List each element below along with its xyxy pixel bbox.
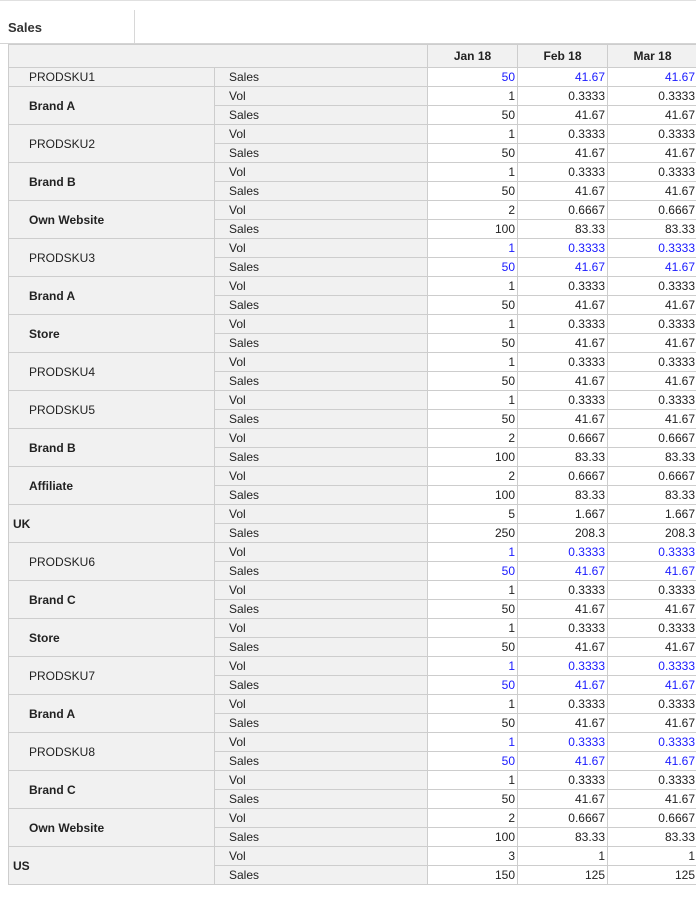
value-cell: 83.33 (518, 486, 608, 505)
row-header[interactable]: Store (9, 619, 215, 657)
row-header[interactable]: PRODSKU2 (9, 125, 215, 163)
value-cell[interactable]: 0.3333 (608, 239, 696, 258)
value-cell: 1 (428, 87, 518, 106)
value-cell: 50 (428, 144, 518, 163)
measure-label: Vol (215, 315, 428, 334)
value-cell: 1 (428, 125, 518, 144)
measure-label: Sales (215, 372, 428, 391)
row-header[interactable]: Brand B (9, 163, 215, 201)
measure-label: Sales (215, 638, 428, 657)
measure-label: Vol (215, 467, 428, 486)
row-header[interactable]: US (9, 847, 215, 885)
measure-label: Vol (215, 125, 428, 144)
value-cell: 50 (428, 296, 518, 315)
row-header[interactable]: Store (9, 315, 215, 353)
value-cell: 41.67 (518, 144, 608, 163)
value-cell[interactable]: 41.67 (518, 258, 608, 277)
measure-label: Sales (215, 448, 428, 467)
measure-label: Vol (215, 809, 428, 828)
value-cell: 50 (428, 334, 518, 353)
value-cell: 1 (428, 771, 518, 790)
value-cell: 41.67 (608, 334, 696, 353)
value-cell[interactable]: 41.67 (608, 562, 696, 581)
table-row (9, 277, 696, 296)
row-header[interactable]: PRODSKU3 (9, 239, 215, 277)
value-cell: 1 (608, 847, 696, 866)
value-cell: 1 (428, 619, 518, 638)
value-cell: 50 (428, 106, 518, 125)
value-cell[interactable]: 50 (428, 676, 518, 695)
table-row (9, 581, 696, 600)
value-cell[interactable]: 1 (428, 239, 518, 258)
tab-sales-label: Sales (8, 20, 42, 35)
value-cell: 2 (428, 201, 518, 220)
measure-label: Sales (215, 68, 428, 87)
value-cell: 41.67 (518, 714, 608, 733)
value-cell[interactable]: 50 (428, 258, 518, 277)
value-cell: 5 (428, 505, 518, 524)
measure-label: Sales (215, 410, 428, 429)
measure-label: Sales (215, 334, 428, 353)
value-cell[interactable]: 1 (428, 733, 518, 752)
value-cell: 50 (428, 182, 518, 201)
measure-label: Vol (215, 353, 428, 372)
measure-label: Vol (215, 733, 428, 752)
measure-label: Vol (215, 201, 428, 220)
row-header[interactable]: Affiliate (9, 467, 215, 505)
value-cell: 100 (428, 828, 518, 847)
value-cell: 0.6667 (608, 467, 696, 486)
corner-cell (9, 45, 428, 68)
value-cell[interactable]: 0.3333 (608, 657, 696, 676)
value-cell: 0.6667 (518, 201, 608, 220)
value-cell: 1.667 (608, 505, 696, 524)
value-cell: 0.3333 (518, 125, 608, 144)
value-cell: 100 (428, 220, 518, 239)
value-cell[interactable]: 50 (428, 68, 518, 87)
table-row (9, 657, 696, 676)
value-cell: 0.3333 (608, 619, 696, 638)
measure-label: Vol (215, 847, 428, 866)
value-cell: 0.3333 (608, 277, 696, 296)
row-header[interactable]: Own Website (9, 201, 215, 239)
value-cell: 2 (428, 429, 518, 448)
value-cell: 41.67 (608, 144, 696, 163)
value-cell[interactable]: 41.67 (608, 676, 696, 695)
value-cell: 41.67 (608, 296, 696, 315)
measure-label: Vol (215, 543, 428, 562)
value-cell: 0.6667 (518, 429, 608, 448)
value-cell: 0.3333 (518, 353, 608, 372)
value-cell: 150 (428, 866, 518, 885)
value-cell: 41.67 (518, 296, 608, 315)
value-cell: 1 (428, 353, 518, 372)
value-cell: 83.33 (518, 828, 608, 847)
table-row (9, 771, 696, 790)
measure-label: Sales (215, 106, 428, 125)
table-row (9, 695, 696, 714)
table-row (9, 201, 696, 220)
measure-label: Sales (215, 182, 428, 201)
measure-label: Vol (215, 505, 428, 524)
value-cell: 0.3333 (608, 125, 696, 144)
value-cell: 0.3333 (518, 277, 608, 296)
measure-label: Sales (215, 486, 428, 505)
measure-label: Vol (215, 619, 428, 638)
table-row (9, 733, 696, 752)
column-header-mar[interactable]: Mar 18 (608, 45, 696, 68)
value-cell: 0.3333 (608, 771, 696, 790)
measure-label: Sales (215, 220, 428, 239)
value-cell: 83.33 (608, 828, 696, 847)
measure-label: Vol (215, 163, 428, 182)
value-cell: 41.67 (518, 790, 608, 809)
row-header[interactable]: Brand A (9, 87, 215, 125)
table-row (9, 125, 696, 144)
row-header[interactable]: PRODSKU6 (9, 543, 215, 581)
value-cell[interactable]: 50 (428, 562, 518, 581)
row-header[interactable]: Brand C (9, 581, 215, 619)
value-cell: 0.3333 (608, 391, 696, 410)
value-cell: 41.67 (608, 714, 696, 733)
value-cell: 0.3333 (608, 695, 696, 714)
value-cell: 100 (428, 486, 518, 505)
row-header[interactable]: PRODSKU4 (9, 353, 215, 391)
measure-label: Vol (215, 277, 428, 296)
value-cell: 41.67 (518, 372, 608, 391)
table-row (9, 163, 696, 182)
value-cell: 0.3333 (608, 87, 696, 106)
value-cell: 50 (428, 790, 518, 809)
value-cell: 2 (428, 809, 518, 828)
value-cell: 208.3 (608, 524, 696, 543)
measure-label: Vol (215, 695, 428, 714)
value-cell: 1 (428, 315, 518, 334)
value-cell: 41.67 (608, 790, 696, 809)
value-cell[interactable]: 0.3333 (518, 657, 608, 676)
value-cell[interactable]: 1 (428, 543, 518, 562)
measure-label: Vol (215, 657, 428, 676)
value-cell: 0.6667 (608, 429, 696, 448)
value-cell: 83.33 (518, 220, 608, 239)
measure-label: Vol (215, 771, 428, 790)
measure-label: Sales (215, 714, 428, 733)
measure-label: Vol (215, 429, 428, 448)
value-cell: 1 (428, 163, 518, 182)
value-cell: 0.3333 (608, 353, 696, 372)
value-cell: 41.67 (608, 106, 696, 125)
value-cell: 83.33 (518, 448, 608, 467)
value-cell: 41.67 (518, 182, 608, 201)
value-cell: 3 (428, 847, 518, 866)
pivot-grid[interactable] (8, 44, 696, 901)
value-cell: 0.3333 (608, 315, 696, 334)
table-row (9, 239, 696, 258)
value-cell[interactable]: 41.67 (608, 258, 696, 277)
value-cell: 41.67 (608, 638, 696, 657)
tab-bar (0, 0, 696, 44)
measure-label: Vol (215, 581, 428, 600)
tab-sales[interactable] (0, 10, 135, 43)
value-cell: 1 (518, 847, 608, 866)
pivot-table (8, 44, 696, 885)
table-row (9, 809, 696, 828)
value-cell: 208.3 (518, 524, 608, 543)
measure-label: Sales (215, 752, 428, 771)
value-cell: 50 (428, 638, 518, 657)
row-header[interactable]: Brand A (9, 277, 215, 315)
value-cell: 0.3333 (518, 581, 608, 600)
measure-label: Sales (215, 258, 428, 277)
table-row (9, 353, 696, 372)
grid-body (9, 68, 696, 885)
value-cell[interactable]: 1 (428, 657, 518, 676)
value-cell[interactable]: 50 (428, 752, 518, 771)
table-row (9, 619, 696, 638)
table-row (9, 315, 696, 334)
value-cell: 50 (428, 714, 518, 733)
value-cell: 125 (608, 866, 696, 885)
measure-label: Sales (215, 866, 428, 885)
value-cell: 125 (518, 866, 608, 885)
value-cell: 1 (428, 391, 518, 410)
value-cell: 100 (428, 448, 518, 467)
value-cell[interactable]: 41.67 (518, 752, 608, 771)
measure-label: Sales (215, 524, 428, 543)
value-cell: 0.3333 (608, 163, 696, 182)
measure-label: Sales (215, 676, 428, 695)
row-header[interactable]: UK (9, 505, 215, 543)
value-cell: 41.67 (608, 600, 696, 619)
measure-label: Sales (215, 828, 428, 847)
row-header[interactable]: Brand B (9, 429, 215, 467)
row-header[interactable]: Brand C (9, 771, 215, 809)
value-cell[interactable]: 0.3333 (608, 733, 696, 752)
value-cell: 83.33 (608, 448, 696, 467)
table-row (9, 87, 696, 106)
row-header[interactable]: PRODSKU8 (9, 733, 215, 771)
measure-label: Sales (215, 790, 428, 809)
value-cell: 1.667 (518, 505, 608, 524)
row-header[interactable]: Own Website (9, 809, 215, 847)
table-row (9, 505, 696, 524)
value-cell: 41.67 (608, 182, 696, 201)
measure-label: Vol (215, 391, 428, 410)
value-cell[interactable]: 41.67 (518, 676, 608, 695)
value-cell: 50 (428, 372, 518, 391)
value-cell: 41.67 (518, 600, 608, 619)
value-cell: 50 (428, 410, 518, 429)
value-cell: 0.3333 (518, 163, 608, 182)
column-header-feb[interactable]: Feb 18 (518, 45, 608, 68)
table-row (9, 543, 696, 562)
value-cell: 0.3333 (518, 695, 608, 714)
table-row (9, 467, 696, 486)
value-cell: 0.3333 (518, 87, 608, 106)
value-cell: 0.6667 (608, 201, 696, 220)
value-cell: 0.3333 (518, 771, 608, 790)
value-cell: 83.33 (608, 220, 696, 239)
row-header[interactable]: PRODSKU7 (9, 657, 215, 695)
row-header[interactable]: PRODSKU5 (9, 391, 215, 429)
measure-label: Sales (215, 144, 428, 163)
value-cell[interactable]: 41.67 (518, 68, 608, 87)
row-header[interactable]: PRODSKU1 (9, 68, 215, 87)
measure-label: Vol (215, 87, 428, 106)
value-cell: 0.6667 (518, 809, 608, 828)
column-header-jan[interactable]: Jan 18 (428, 45, 518, 68)
value-cell: 41.67 (518, 106, 608, 125)
value-cell: 0.6667 (608, 809, 696, 828)
value-cell[interactable]: 41.67 (608, 68, 696, 87)
value-cell: 1 (428, 277, 518, 296)
value-cell: 50 (428, 600, 518, 619)
table-row (9, 68, 696, 87)
value-cell: 0.6667 (518, 467, 608, 486)
table-row (9, 391, 696, 410)
value-cell: 0.3333 (518, 619, 608, 638)
value-cell[interactable]: 0.3333 (518, 239, 608, 258)
value-cell[interactable]: 0.3333 (518, 543, 608, 562)
measure-label: Sales (215, 562, 428, 581)
value-cell[interactable]: 0.3333 (608, 543, 696, 562)
value-cell: 41.67 (518, 638, 608, 657)
value-cell[interactable]: 0.3333 (518, 733, 608, 752)
value-cell: 1 (428, 695, 518, 714)
measure-label: Sales (215, 296, 428, 315)
value-cell[interactable]: 41.67 (518, 562, 608, 581)
table-row (9, 429, 696, 448)
measure-label: Sales (215, 600, 428, 619)
row-header[interactable]: Brand A (9, 695, 215, 733)
measure-label: Vol (215, 239, 428, 258)
table-row (9, 847, 696, 866)
value-cell: 2 (428, 467, 518, 486)
value-cell: 0.3333 (518, 391, 608, 410)
value-cell: 1 (428, 581, 518, 600)
value-cell: 83.33 (608, 486, 696, 505)
header-row (9, 45, 696, 68)
value-cell[interactable]: 41.67 (608, 752, 696, 771)
value-cell: 250 (428, 524, 518, 543)
value-cell: 41.67 (518, 410, 608, 429)
value-cell: 41.67 (608, 410, 696, 429)
value-cell: 41.67 (518, 334, 608, 353)
value-cell: 41.67 (608, 372, 696, 391)
value-cell: 0.3333 (608, 581, 696, 600)
value-cell: 0.3333 (518, 315, 608, 334)
